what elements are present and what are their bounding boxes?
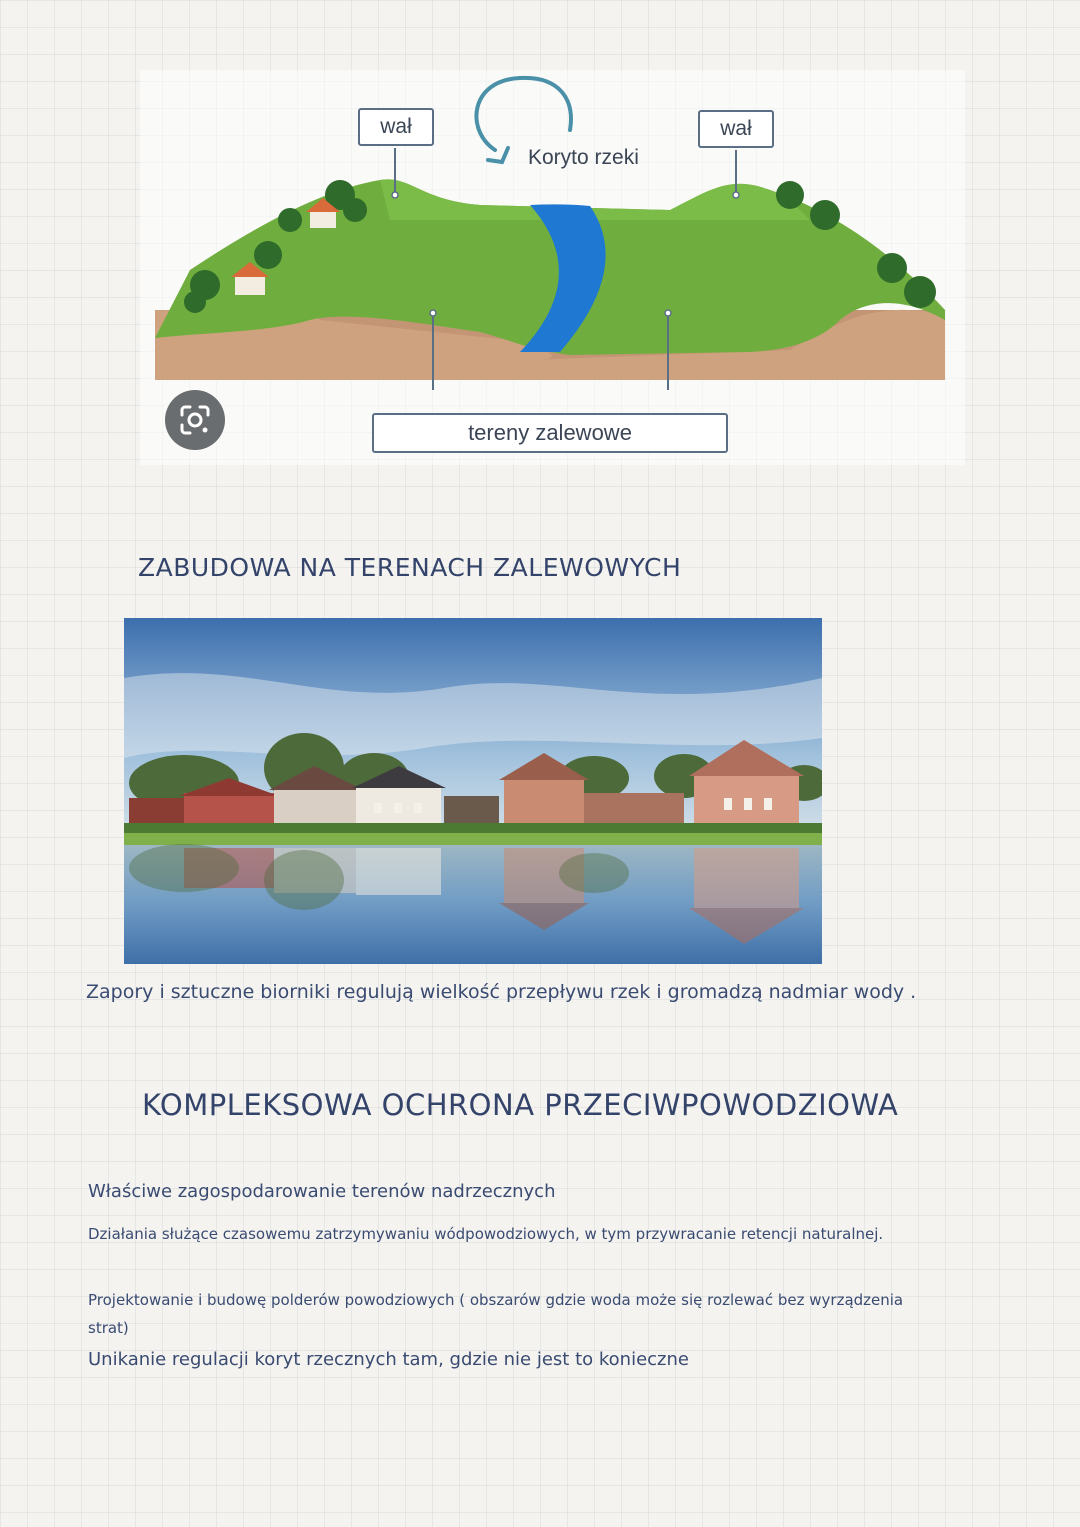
levee-label-right: wał	[698, 110, 774, 148]
village-photo	[124, 618, 822, 964]
dams-caption: Zapory i sztuczne biorniki regulują wielkość przepływu rzek i gromadzą nadmiar wody .	[86, 981, 917, 1003]
floodplain-label: tereny zalewowe	[372, 413, 728, 453]
levee-label-left: wał	[358, 108, 434, 146]
lens-button[interactable]	[165, 390, 225, 450]
google-lens-icon	[178, 403, 212, 437]
river-bed-label: Koryto rzeki	[528, 146, 639, 169]
measure-item: Unikanie regulacji koryt rzecznych tam, gdzie nie jest to konieczne	[88, 1349, 689, 1370]
building-section-title: ZABUDOWA NA TERENACH ZALEWOWYCH	[138, 553, 682, 582]
measure-item: Działania służące czasowemu zatrzymywaniu wódpowodziowych, w tym przywracanie retencji naturalnej.	[88, 1225, 884, 1243]
river-bed-arrow	[476, 78, 570, 150]
measure-item: Projektowanie i budowę polderów powodziowych ( obszarów gdzie woda może się rozlewać bez wyrządzenia strat)	[88, 1291, 904, 1337]
measure-item: Właściwe zagospodarowanie terenów nadrzecznych	[88, 1181, 556, 1202]
protection-section-title: KOMPLEKSOWA OCHRONA PRZECIWPOWODZIOWA	[142, 1088, 899, 1122]
floodplain-diagram	[150, 70, 955, 390]
